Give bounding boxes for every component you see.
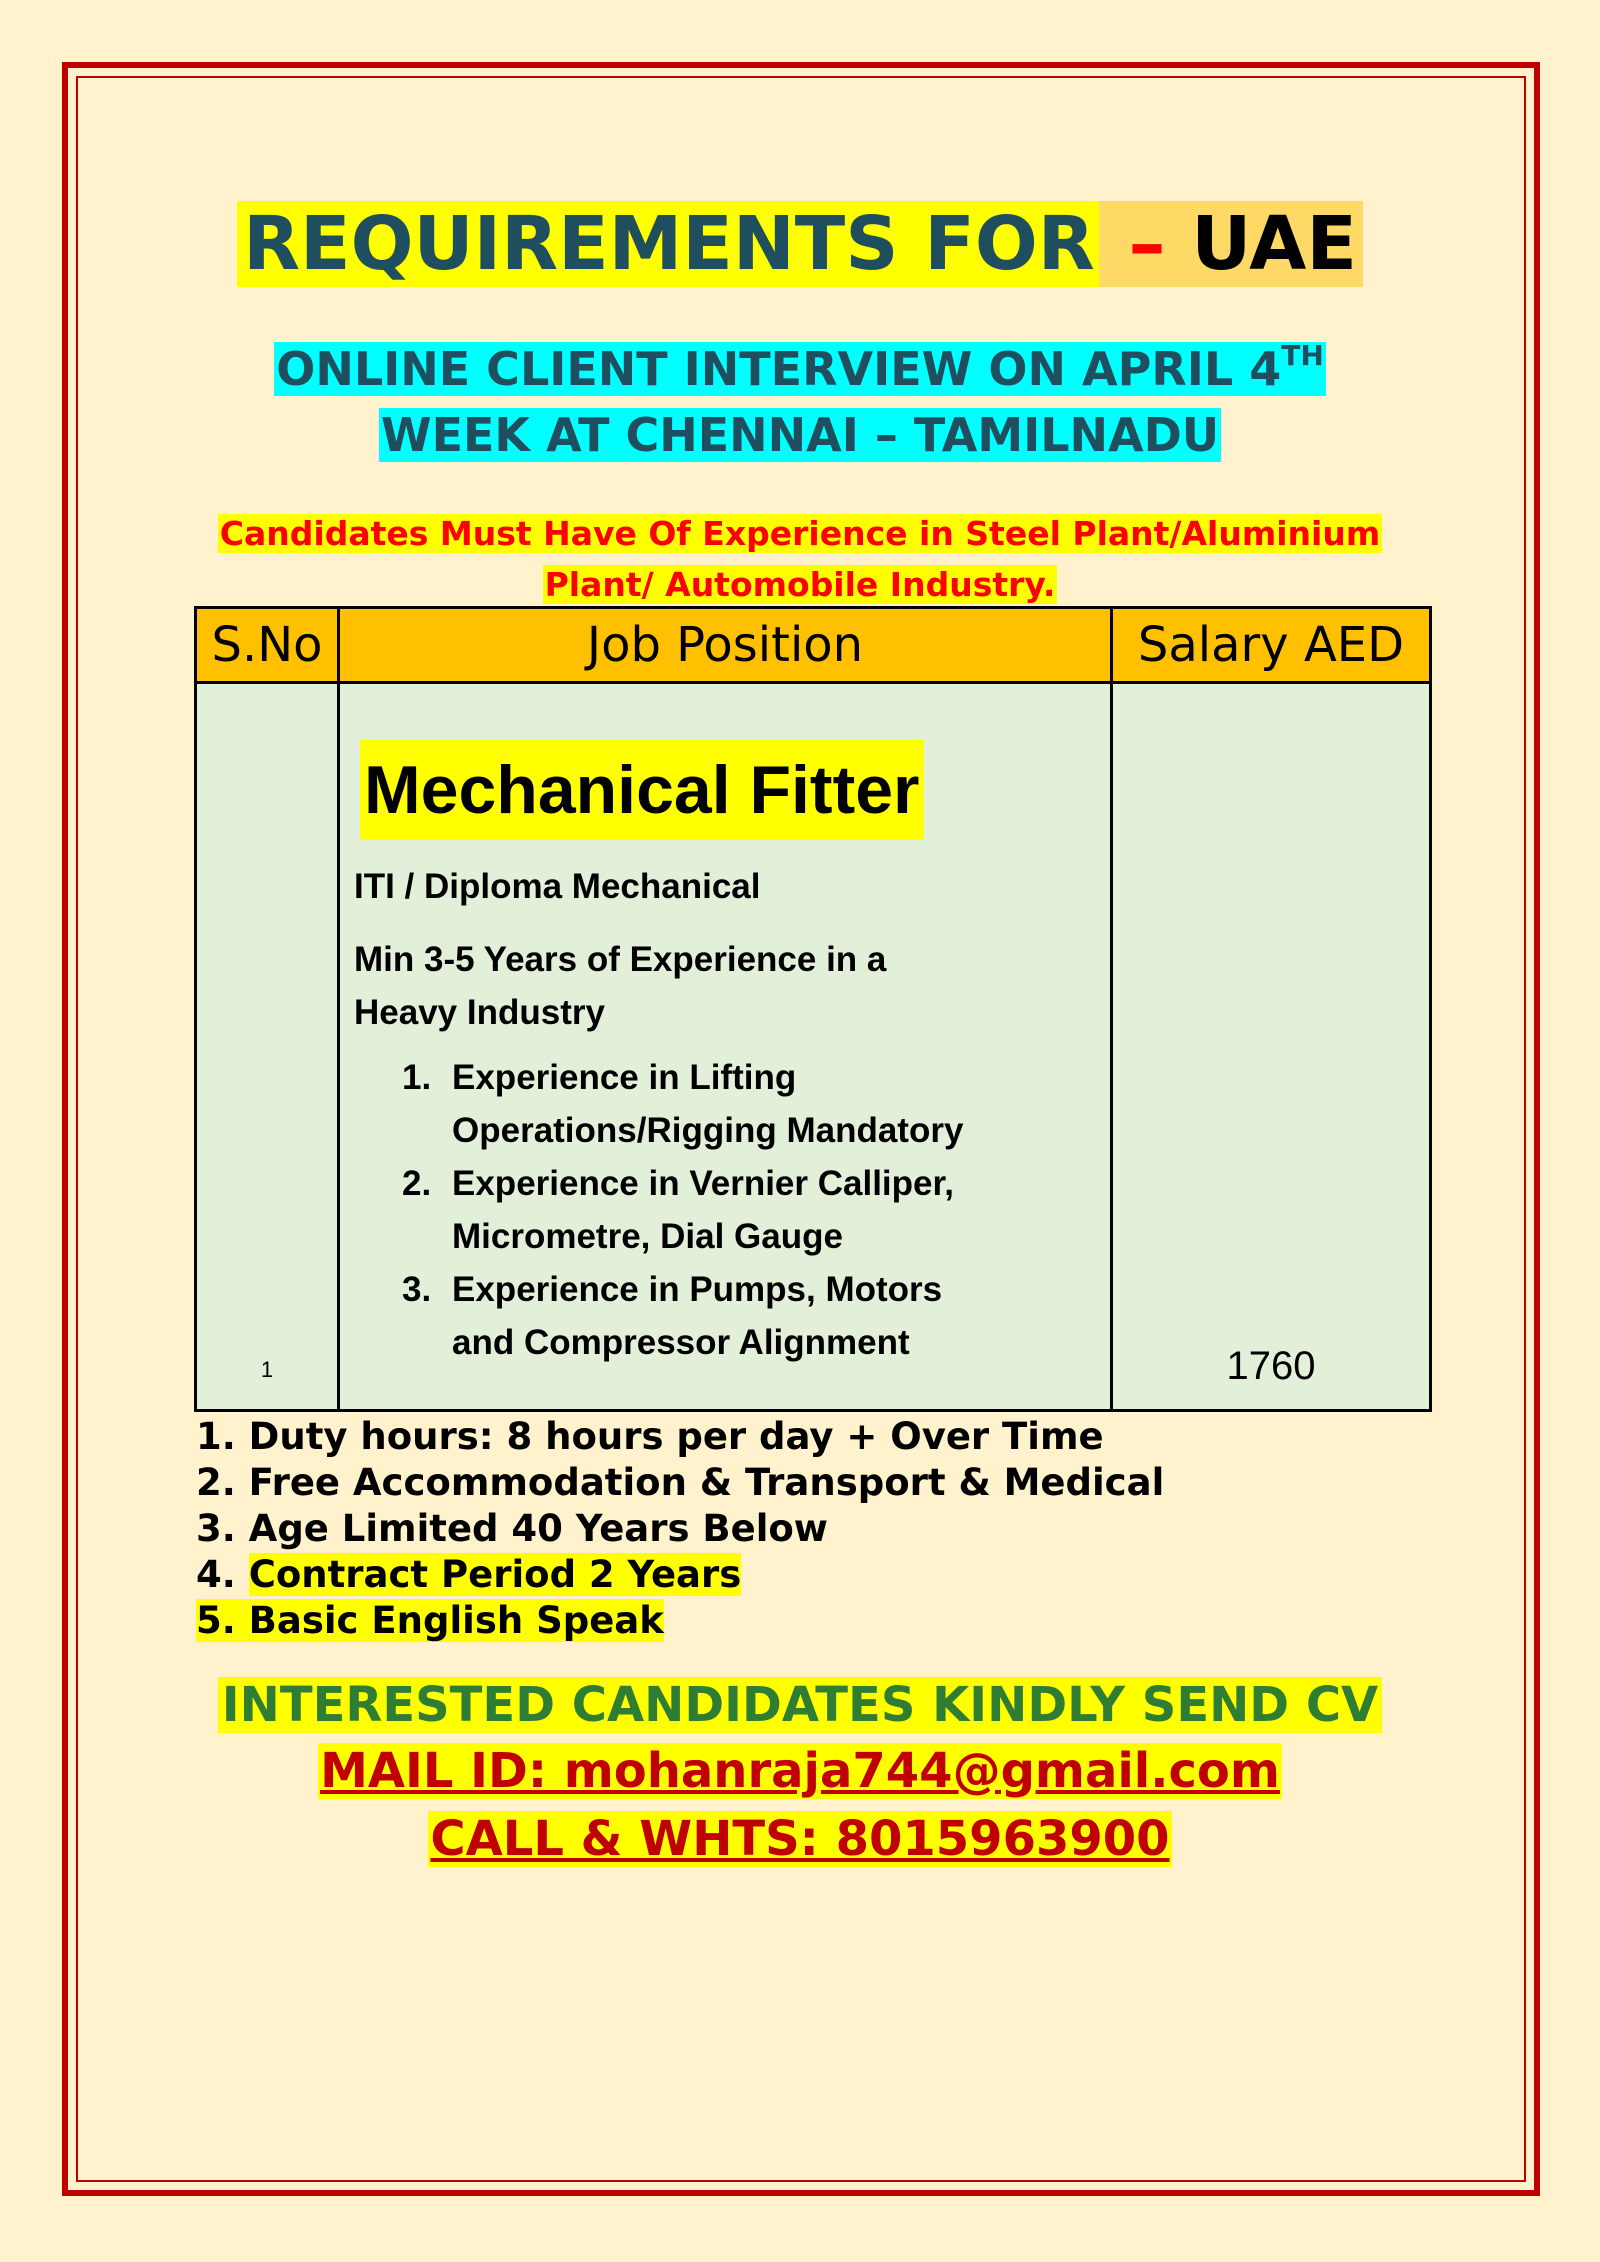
list-item [340, 1157, 1110, 1263]
list-number: 2. [402, 1164, 432, 1203]
page-title [0, 190, 1600, 298]
term-english-text: 5. Basic English Speak [196, 1599, 664, 1642]
skills-list [340, 1051, 1110, 1369]
header-sno: S.No [196, 608, 339, 683]
term-contract-text: Contract Period 2 Years [248, 1553, 742, 1596]
skill-line: and Compressor Alignment [452, 1323, 910, 1362]
cta-heading [0, 1672, 1600, 1738]
term-benefits: 2. Free Accommodation & Transport & Medical [196, 1461, 1165, 1504]
cell-salary: 1760 [1112, 683, 1431, 1411]
list-item [340, 1051, 1110, 1157]
skill-line: Experience in Pumps, Motors [452, 1270, 943, 1309]
skill-line: Micrometre, Dial Gauge [452, 1217, 843, 1256]
interview-line1: ONLINE CLIENT INTERVIEW ON APRIL 4 [276, 342, 1282, 396]
interview-info [0, 336, 1600, 468]
cell-sno: 1 [196, 683, 339, 1411]
table-header-row [196, 608, 1431, 683]
job-title: Mechanical Fitter [360, 740, 924, 840]
requirement-line2: Plant/ Automobile Industry. [544, 565, 1056, 604]
list-number: 1. [402, 1058, 432, 1097]
header-job-position: Job Position [339, 608, 1112, 683]
job-qualification: ITI / Diploma Mechanical [354, 867, 761, 906]
cta-text: INTERESTED CANDIDATES KINDLY SEND CV [218, 1677, 1382, 1733]
title-dash: – [1128, 201, 1166, 287]
term-duty-hours: 1. Duty hours: 8 hours per day + Over Time [196, 1415, 1104, 1458]
requirement-note [0, 508, 1600, 610]
list-item [340, 1263, 1110, 1369]
interview-line2: WEEK AT CHENNAI – TAMILNADU [380, 408, 1220, 462]
job-experience-line2: Heavy Industry [354, 993, 605, 1032]
skill-line: Experience in Lifting [452, 1058, 797, 1097]
table-row [196, 683, 1431, 1411]
title-main: REQUIREMENTS FOR [237, 201, 1099, 287]
contact-mail [0, 1738, 1600, 1804]
title-country: UAE [1191, 201, 1357, 287]
header-salary: Salary AED [1112, 608, 1431, 683]
term-english [196, 1598, 1164, 1644]
terms-list [196, 1414, 1164, 1644]
requirement-line1: Candidates Must Have Of Experience in Steel Plant/Aluminium [219, 514, 1381, 553]
cell-job-position [339, 683, 1112, 1411]
list-number: 3. [402, 1270, 432, 1309]
term-contract-num: 4. [196, 1553, 249, 1596]
job-experience [354, 933, 1110, 1039]
skill-line: Experience in Vernier Calliper, [452, 1164, 954, 1203]
term-age: 3. Age Limited 40 Years Below [196, 1507, 828, 1550]
mail-link[interactable]: MAIL ID: mohanraja744@gmail.com [320, 1743, 1280, 1799]
skill-line: Operations/Rigging Mandatory [452, 1111, 964, 1150]
job-experience-line1: Min 3-5 Years of Experience in a [354, 940, 887, 979]
phone-link[interactable]: CALL & WHTS: 8015963900 [430, 1811, 1170, 1867]
interview-sup: TH [1281, 339, 1324, 372]
job-table [194, 606, 1432, 1412]
term-contract [196, 1552, 1164, 1598]
contact-call [0, 1806, 1600, 1872]
